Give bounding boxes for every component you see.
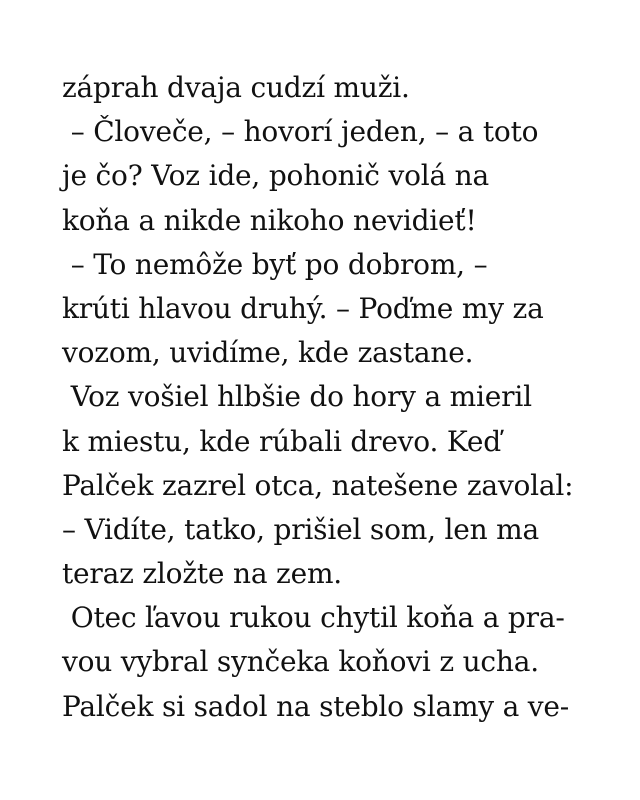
text-line-8: Voz vošiel hlbšie do hory a mieril [62, 380, 532, 414]
text-line-12: teraz zložte na zem. [62, 557, 342, 591]
text-line-6: krúti hlavou druhý. – Poďme my za [62, 291, 544, 325]
text-line-9: k miestu, kde rúbali drevo. Keď [62, 424, 501, 458]
text-line-3: je čo? Voz ide, pohonič volá na [62, 159, 490, 193]
text-line-14: vou vybral synčeka koňovi z ucha. [62, 645, 539, 679]
text-line-11: – Vidíte, tatko, prišiel som, len ma [62, 512, 540, 546]
text-line-2: – Človeče, – hovorí jeden, – a toto [62, 115, 539, 149]
text-line-4: koňa a nikde nikoho nevidieť! [62, 203, 477, 237]
text-line-10: Palček zazrel otca, natešene zavolal: [62, 468, 574, 502]
text-line-13: Otec ľavou rukou chytil koňa a pra- [62, 601, 565, 635]
text-line-7: vozom, uvidíme, kde zastane. [62, 336, 474, 370]
text-line-15: Palček si sadol na steblo slamy a ve- [62, 689, 570, 723]
body-text [62, 66, 622, 729]
text-line-5: – To nemôže byť po dobrom, – [62, 247, 488, 281]
text-line-1: záprah dvaja cudzí muži. [62, 71, 410, 104]
